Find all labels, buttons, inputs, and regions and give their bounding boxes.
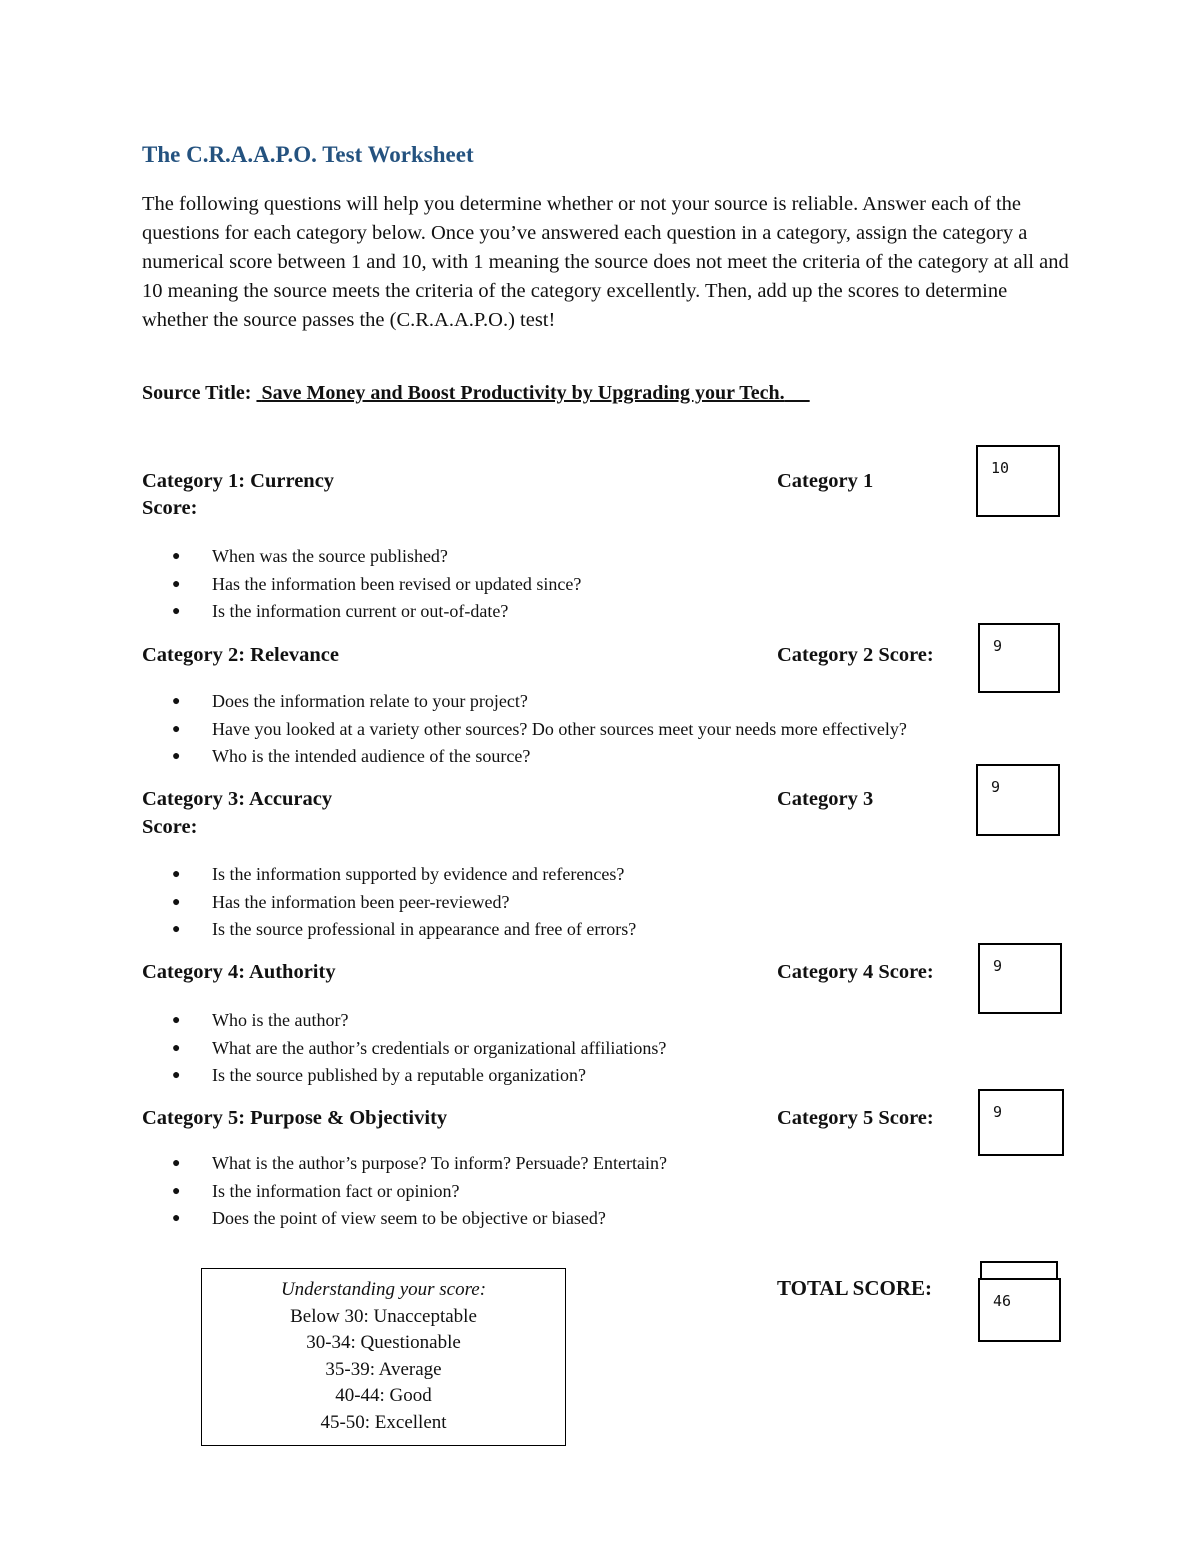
- list-item: ● Does the point of view seem to be objective or biased?: [172, 1205, 667, 1233]
- source-title-label: Source Title:: [142, 382, 252, 404]
- category-4-score-box[interactable]: 9: [978, 943, 1062, 1014]
- category-1-questions: [172, 543, 581, 626]
- list-item: ● Is the information current or out-of-date?: [172, 598, 581, 626]
- bullet-icon: ●: [172, 894, 181, 910]
- source-title-line: [142, 382, 810, 405]
- category-3-score-box[interactable]: 9: [976, 764, 1060, 836]
- category-5-score-label: Category 5 Score:: [777, 1107, 934, 1129]
- page-title: The C.R.A.A.P.O. Test Worksheet: [142, 142, 474, 167]
- category-5-questions: [172, 1150, 667, 1233]
- bullet-icon: ●: [172, 549, 181, 564]
- score-range: 40-44: Good: [335, 1385, 432, 1406]
- score-range: 35-39: Average: [325, 1358, 442, 1380]
- category-4-score-label: Category 4 Score:: [777, 961, 934, 983]
- bullet-icon: ●: [172, 1211, 181, 1226]
- category-3-heading: Category 3: Accuracy: [142, 788, 333, 810]
- score-range: 30-34: Questionable: [306, 1332, 461, 1353]
- list-item: ● What are the author’s credentials or organizational affiliations?: [172, 1035, 666, 1063]
- list-item: ● Does the information relate to your project?: [172, 688, 907, 716]
- category-1-score-label: Category 1: [777, 470, 874, 492]
- category-4-questions: [172, 1007, 666, 1090]
- category-1-heading: Category 1: Currency: [142, 470, 335, 492]
- source-title-value[interactable]: Save Money and Boost Productivity by Upgrading your Tech.: [261, 382, 785, 404]
- bullet-icon: ●: [172, 1013, 181, 1028]
- list-item: ● Have you looked at a variety other sources? Do other sources meet your needs more effectively?: [172, 716, 907, 744]
- bullet-icon: ●: [172, 721, 181, 737]
- total-score-box[interactable]: 46: [978, 1278, 1061, 1342]
- category-1-score-label-continued: Score:: [142, 497, 198, 519]
- bullet-icon: ●: [172, 749, 181, 764]
- score-range: Below 30: Unacceptable: [290, 1305, 477, 1327]
- score-legend-title: Understanding your score:: [280, 1279, 487, 1300]
- bullet-icon: ●: [172, 1040, 181, 1056]
- list-item: ● When was the source published?: [172, 543, 581, 571]
- list-item: ● Who is the author?: [172, 1007, 666, 1035]
- score-range: 45-50: Excellent: [320, 1411, 447, 1433]
- list-item: ● What is the author’s purpose? To inform? Persuade? Entertain?: [172, 1150, 667, 1178]
- category-1-score-box[interactable]: 10: [976, 445, 1060, 517]
- category-3-score-label: Category 3: [777, 788, 874, 810]
- list-item: ● Is the source published by a reputable organization?: [172, 1062, 666, 1090]
- bullet-icon: ●: [172, 867, 181, 882]
- list-item: ● Has the information been revised or updated since?: [172, 571, 581, 599]
- category-3-score-label-continued: Score:: [142, 816, 198, 838]
- category-5-heading: Category 5: Purpose & Objectivity: [142, 1107, 448, 1129]
- list-item: ● Is the source professional in appearance and free of errors?: [172, 916, 636, 944]
- bullet-icon: ●: [172, 1156, 181, 1171]
- category-3-questions: [172, 861, 636, 944]
- bullet-icon: ●: [172, 922, 181, 937]
- list-item: ● Who is the intended audience of the source?: [172, 743, 907, 771]
- category-2-heading: Category 2: Relevance: [142, 644, 339, 666]
- category-4-heading: Category 4: Authority: [142, 961, 336, 983]
- category-5-score-box[interactable]: 9: [978, 1089, 1064, 1156]
- list-item: ● Is the information supported by evidence and references?: [172, 861, 636, 889]
- bullet-icon: ●: [172, 694, 181, 709]
- bullet-icon: ●: [172, 604, 181, 619]
- bullet-icon: ●: [172, 576, 181, 592]
- bullet-icon: ●: [172, 1068, 181, 1083]
- category-2-questions: [172, 688, 907, 771]
- total-score-label: TOTAL SCORE:: [777, 1276, 933, 1300]
- bullet-icon: ●: [172, 1183, 181, 1199]
- list-item: ● Has the information been peer-reviewed?: [172, 889, 636, 917]
- list-item: ● Is the information fact or opinion?: [172, 1178, 667, 1206]
- score-legend: [201, 1268, 566, 1446]
- intro-paragraph: The following questions will help you determine whether or not your source is reliable. Answer each of the questions for each category below. Once you’ve answered each question in a category, assign the category a numerical score between 1 and 10, with 1 meaning the source does not meet the criteria of the category at all and 10 meaning the source meets the criteria of the category excellently. Then, add up the scores to determine whether the source passes the (C.R.A.A.P.O.) test!: [142, 193, 1069, 331]
- category-2-score-box[interactable]: 9: [978, 623, 1060, 693]
- category-2-score-label: Category 2 Score:: [777, 644, 934, 666]
